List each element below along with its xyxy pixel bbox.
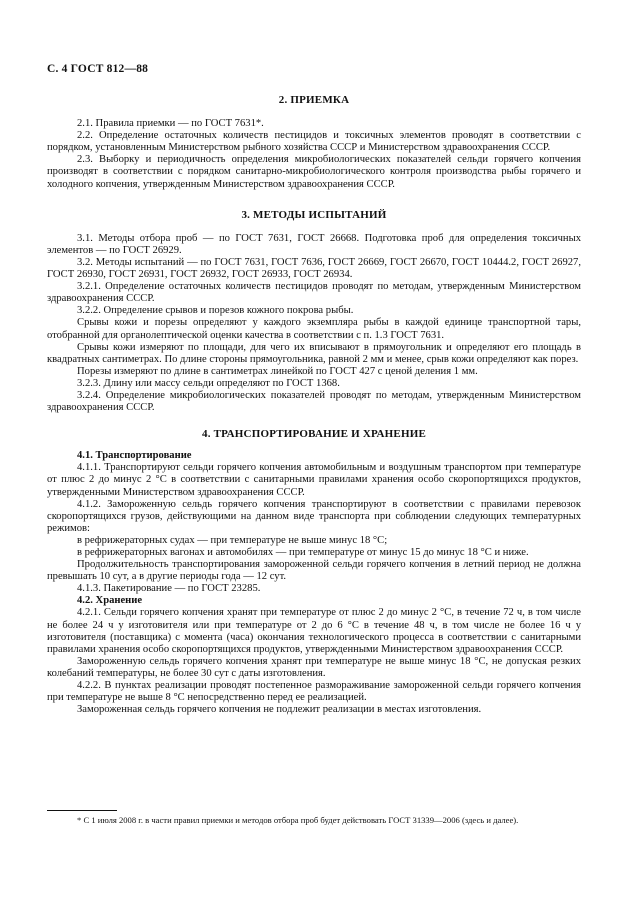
paragraph: 4.1.3. Пакетирование — по ГОСТ 23285. bbox=[77, 583, 261, 595]
subsection-title: 4.1. Транспортирование bbox=[77, 450, 192, 462]
paragraph: 4.1.1. Транспортируют сельди горячего копчения автомобильным и воздушным транспортом при температуре от плюс 2 до минус 2 °С в соответствии с санитарными правилами хранения особо скоропортящихся продуктов, утвержденными Министерством здравоохранения СССР. bbox=[47, 462, 581, 498]
paragraph: Срывы кожи измеряют по площади, для чего их вписывают в прямоугольник и определяют его площадь в квадратных сантиметрах. По длине стороны прямоугольника, равной 2 мм и менее, срыв кожи определяют как порез. bbox=[47, 341, 581, 365]
section-3 bbox=[47, 233, 581, 414]
paragraph: 2.3. Выборку и периодичность определения микробиологических показателей сельди горячего копчения производят в соответствии с порядком санитарно-микробиологического контроля производства рыбы горячего и холодного копчения, утвержденным Министерством здравоохранения СССР. bbox=[47, 154, 581, 190]
section-2-title: 2. ПРИЕМКА bbox=[278, 94, 350, 106]
paragraph: 4.1.2. Замороженную сельдь горячего копчения транспортируют в соответствии с правилами перевозок скоропортящихся грузов, действующими на данном виде транспорта при соблюдении следующих температурных режимов: bbox=[47, 498, 581, 534]
paragraph: Замороженную сельдь горячего копчения хранят при температуре не выше минус 18 °С, не допуская резких колебаний температуры, не более 30 сут с даты изготовления. bbox=[47, 655, 581, 679]
paragraph: 2.1. Правила приемки — по ГОСТ 7631*. bbox=[77, 118, 264, 130]
section-4-title: 4. ТРАНСПОРТИРОВАНИЕ И ХРАНЕНИЕ bbox=[202, 428, 426, 441]
paragraph: 4.2.1. Сельди горячего копчения хранят при температуре от плюс 2 до минус 2 °С, в течение 72 ч, в том числе не более 24 ч у изготовителя или при температуре от 2 до 6 °С в течение 48 ч, в том числе не более 16 ч у изготовителя (поставщика) с момента (часа) окончания технологического процесса в соответствии с санитарными правилами хранения особо скоропортящихся продуктов, утвержденными Министерством здравоохранения СССР. bbox=[47, 607, 581, 655]
section-3-title: 3. МЕТОДЫ ИСПЫТАНИЙ bbox=[241, 208, 387, 221]
paragraph: 3.2.1. Определение остаточных количеств пестицидов проводят по методам, утвержденным Министерством здравоохранения СССР. bbox=[47, 281, 581, 305]
paragraph: 3.2.3. Длину или массу сельди определяют по ГОСТ 1368. bbox=[77, 377, 340, 389]
paragraph: 4.2.2. В пунктах реализации проводят постепенное размораживание замороженной сельди горячего копчения при температуре не выше 8 °С непосредственно перед ее реализацией. bbox=[47, 680, 581, 704]
document-body bbox=[47, 94, 581, 716]
paragraph: 3.2.4. Определение микробиологических показателей проводят по методам, утвержденным Министерством здравоохранения СССР. bbox=[47, 389, 581, 414]
section-4 bbox=[47, 450, 581, 716]
subsection-title: 4.2. Хранение bbox=[77, 595, 143, 607]
paragraph: Замороженная сельдь горячего копчения не подлежит реализации в местах изготовления. bbox=[77, 704, 482, 716]
paragraph: 3.2.2. Определение срывов и порезов кожного покрова рыбы. bbox=[77, 305, 354, 317]
paragraph: Порезы измеряют по длине в сантиметрах линейкой по ГОСТ 427 с ценой деления 1 мм. bbox=[77, 365, 478, 377]
page-header: С. 4 ГОСТ 812—88 bbox=[47, 63, 149, 75]
paragraph: 3.2. Методы испытаний — по ГОСТ 7631, ГОСТ 7636, ГОСТ 26669, ГОСТ 26670, ГОСТ 10444.2, ГОСТ 26927, ГОСТ 26930, ГОСТ 26931, ГОСТ 26932, ГОСТ 26933, ГОСТ 26934. bbox=[47, 256, 581, 281]
section-2 bbox=[47, 118, 581, 191]
paragraph: в рефрижераторных судах — при температуре не выше минус 18 °С; bbox=[77, 534, 388, 546]
footnote: * С 1 июля 2008 г. в части правил приемки и методов отбора проб будет действовать ГОСТ 31339—2006 (здесь и далее). bbox=[77, 815, 519, 825]
paragraph: 3.1. Методы отбора проб — по ГОСТ 7631, ГОСТ 26668. Подготовка проб для определения токсичных элементов — по ГОСТ 26929. bbox=[47, 232, 581, 256]
paragraph: Срывы кожи и порезы определяют у каждого экземпляра рыбы в каждой единице транспортной тары, отобранной для органолептической оценки качества в соответствии с п. 1.3 ГОСТ 7631. bbox=[47, 317, 581, 341]
paragraph: в рефрижераторных вагонах и автомобилях — при температуре от минус 15 до минус 18 °С и ниже. bbox=[77, 547, 529, 558]
paragraph: Продолжительность транспортирования замороженной сельди горячего копчения в летний период не должна превышать 10 сут, а в другие периоды года — 12 сут. bbox=[47, 559, 581, 583]
paragraph: 2.2. Определение остаточных количеств пестицидов и токсичных элементов проводят в соответствии с порядком, установленным Министерством рыбного хозяйства СССР и Министерством здравоохранения СССР. bbox=[47, 130, 581, 154]
footnote-divider bbox=[47, 810, 117, 811]
